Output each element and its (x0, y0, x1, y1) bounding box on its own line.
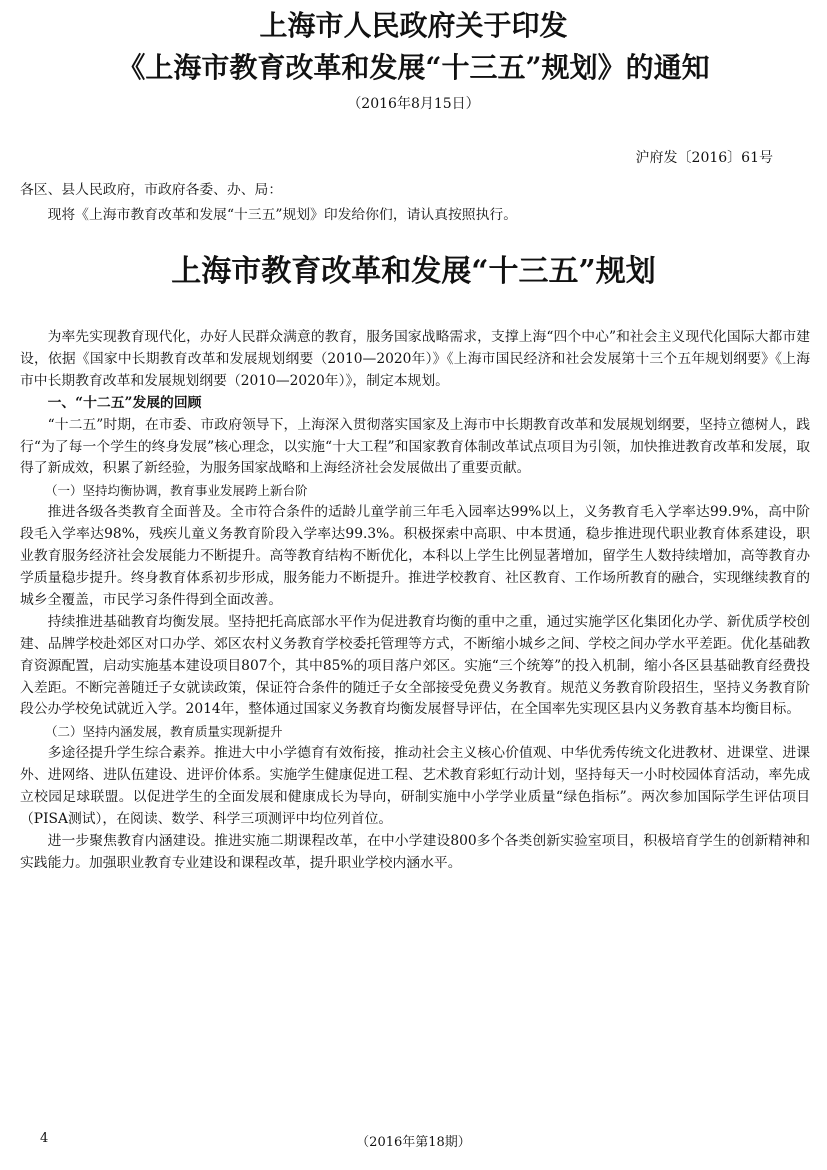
notice-title-line2: 《上海市教育改革和发展“十三五”规划》的通知 (117, 51, 710, 84)
plan-content (20, 327, 810, 875)
page-number: 4 (40, 1131, 49, 1146)
subsection2-paragraph2: 进一步聚焦教育内涵建设。推进实施二期课程改革，在中小学建设800多个各类创新实验室项目，积极培育学生的创新精神和实践能力。加强职业教育专业建设和课程改革，提升职业学校内涵水平。 (20, 832, 810, 871)
section1-heading: 一、“十二五”发展的回顾 (47, 394, 202, 411)
notice-date: （2016年8月15日） (347, 96, 480, 112)
addressee: 各区、县人民政府，市政府各委、办、局： (20, 182, 283, 198)
subsection1-heading: （一）坚持均衡协调，教育事业发展跨上新台阶 (45, 483, 308, 499)
plan-title: 上海市教育改革和发展“十三五”规划 (171, 254, 656, 289)
notice-title-line1: 上海市人民政府关于印发 (259, 9, 568, 42)
issue-label: （2016年第18期） (356, 1135, 471, 1150)
subsection1-paragraph2: 持续推进基础教育均衡发展。坚持把托高底部水平作为促进教育均衡的重中之重，通过实施学区化集团化办学、新优质学校创建、品牌学校赴郊区对口办学、郊区农村义务教育学校委托管理等方式，不断缩小城乡之间、学校之间办学水平差距。优化基础教育资源配置，启动实施基本建设项目807个，其中85%的项目落户郊区。实施“三个统筹”的投入机制，缩小各区县基础教育经费投入差距。不断完善随迁子女就读政策，保证符合条件的随迁子女全部接受免费义务教育。规范义务教育阶段招生，坚持义务教育阶段公办学校免试就近入学。2014年，整体通过国家义务教育均衡发展督导评估，在全国率先实现区县内义务教育基本均衡目标。 (20, 613, 810, 718)
plan-preface: 为率先实现教育现代化，办好人民群众满意的教育，服务国家战略需求，支撑上海“四个中心”和社会主义现代化国际大都市建设，依据《国家中长期教育改革和发展规划纲要（2010—2020年）》《上海市国民经济和社会发展第十三个五年规划纲要》《上海市中长期教育改革和发展规划纲要（2010—2020年）》，制定本规划。 (20, 329, 810, 389)
notice-intro: 现将《上海市教育改革和发展“十三五”规划》印发给你们，请认真按照执行。 (47, 207, 517, 223)
section1-text: “十二五”时期，在市委、市政府领导下，上海深入贯彻落实国家及上海市中长期教育改革和发展规划纲要，坚持立德树人，践行“为了每一个学生的终身发展”核心理念，以实施“十大工程”和国家教育体制改革试点项目为引领，加快推进教育改革和发展，取得了新成效，积累了新经验，为服务国家战略和上海经济社会发展做出了重要贡献。 (20, 416, 810, 477)
subsection2-heading: （二）坚持内涵发展，教育质量实现新提升 (45, 724, 283, 740)
document-number: 沪府发〔2016〕61号 (635, 150, 773, 166)
subsection2-paragraph1: 多途径提升学生综合素养。推进大中小学德育有效衔接，推动社会主义核心价值观、中华优秀传统文化进教材、进课堂、进课外、进网络、进队伍建设、进评价体系。实施学生健康促进工程、艺术教育彩虹行动计划，坚持每天一小时校园体育活动，率先成立校园足球联盟。以促进学生的全面发展和健康成长为导向，研制实施中小学学业质量“绿色指标”。两次参加国际学生评估项目（PISA测试），在阅读、数学、科学三项测评中均位列首位。 (20, 745, 810, 827)
subsection1-paragraph1: 推进各级各类教育全面普及。全市符合条件的适龄儿童学前三年毛入园率达99%以上，义务教育毛入学率达99.9%，高中阶段毛入学率达98%，残疾儿童义务教育阶段入学率达99.3%。积极探索中高职、中本贯通，稳步推进现代职业教育体系建设，职业教育服务经济社会发展能力不断提升。高等教育结构不断优化，本科以上学生比例显著增加，留学生人数持续增加，高等教育办学质量稳步提升。终身教育体系初步形成，服务能力不断提升。推进学校教育、社区教育、工作场所教育的融合，实现继续教育的城乡全覆盖，市民学习条件得到全面改善。 (20, 504, 810, 608)
